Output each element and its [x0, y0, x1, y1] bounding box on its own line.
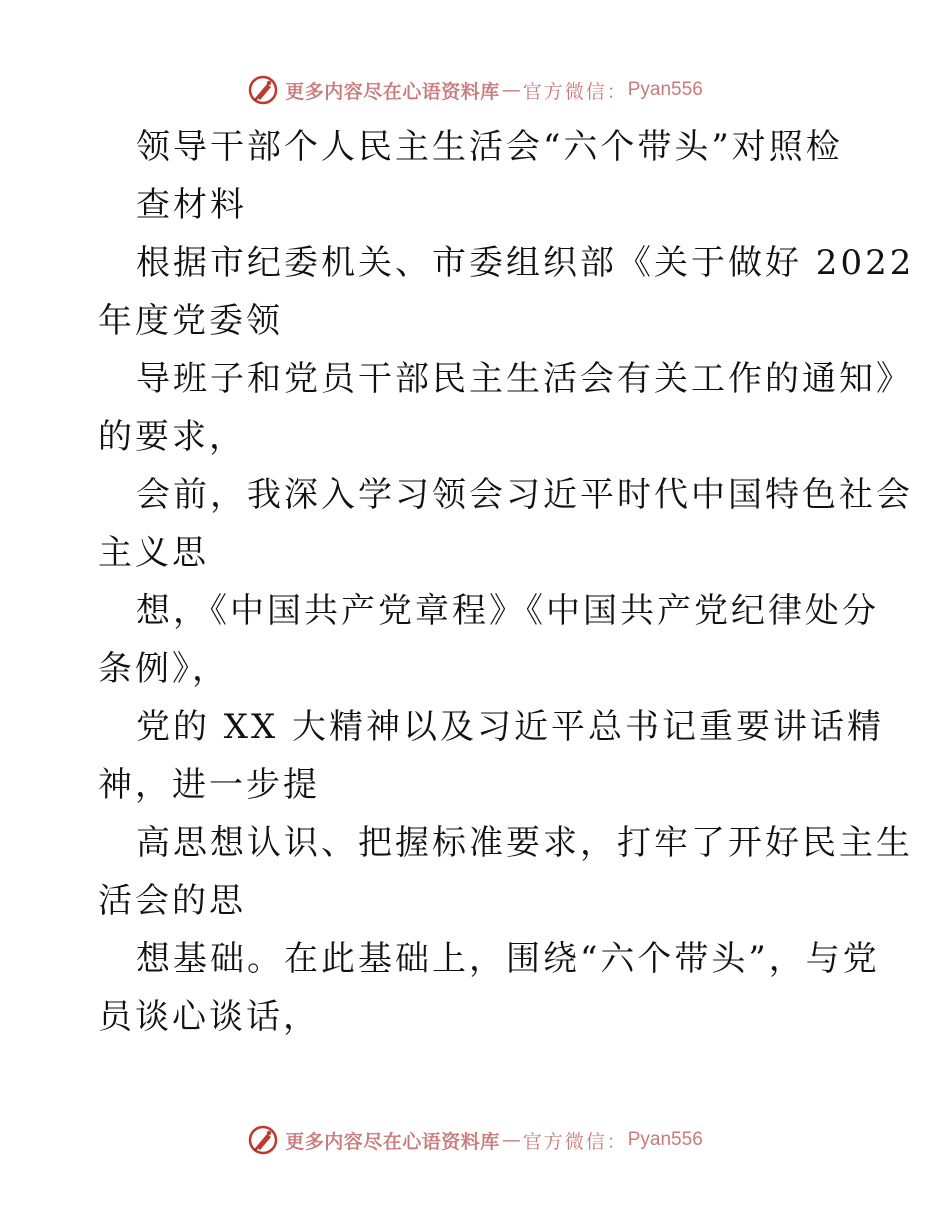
document-line: 想基础。在此基础上，围绕“六个带头”，与党: [136, 939, 880, 979]
banner-dash: —: [501, 1129, 521, 1151]
banner-contact-label: 官方微信：: [522, 80, 628, 103]
banner-dash: —: [501, 79, 521, 101]
document-line: 查材料: [136, 185, 247, 225]
document-line: 高思想认识、把握标准要求，打牢了开好民主生: [136, 823, 913, 863]
document-line: 员谈心谈话，: [98, 997, 320, 1037]
banner-brand: 更多内容尽在心语资料库: [285, 80, 500, 103]
document-line: 会前，我深入学习领会习近平时代中国特色社会: [136, 475, 913, 515]
document-line: 想，《中国共产党章程》《中国共产党纪律处分: [136, 591, 879, 631]
header-banner: [0, 70, 950, 110]
document-line: 的要求，: [98, 417, 246, 457]
banner-wechat-id: Pyan556: [627, 1129, 703, 1150]
banner-contact-label: 官方微信：: [522, 1130, 628, 1153]
document-line: 年度党委领: [98, 301, 283, 341]
document-body: [98, 118, 915, 1046]
pen-logo-icon: [247, 1124, 279, 1156]
pen-logo-icon: [247, 74, 279, 106]
document-line: 活会的思: [98, 881, 246, 921]
document-line: 条例》，: [98, 649, 229, 689]
banner-brand: 更多内容尽在心语资料库: [285, 1130, 500, 1153]
footer-banner: [0, 1120, 950, 1160]
document-line: 神，进一步提: [98, 765, 320, 805]
document-line: 根据市纪委机关、市委组织部《关于做好 2022: [136, 243, 915, 283]
banner-wechat-id: Pyan556: [627, 79, 703, 100]
document-line: 主义思: [98, 533, 209, 573]
document-line: 党的 XX 大精神以及习近平总书记重要讲话精: [136, 707, 885, 747]
document-line: 导班子和党员干部民主生活会有关工作的通知》: [136, 359, 913, 399]
document-line: 领导干部个人民主生活会“六个带头”对照检: [136, 127, 843, 167]
